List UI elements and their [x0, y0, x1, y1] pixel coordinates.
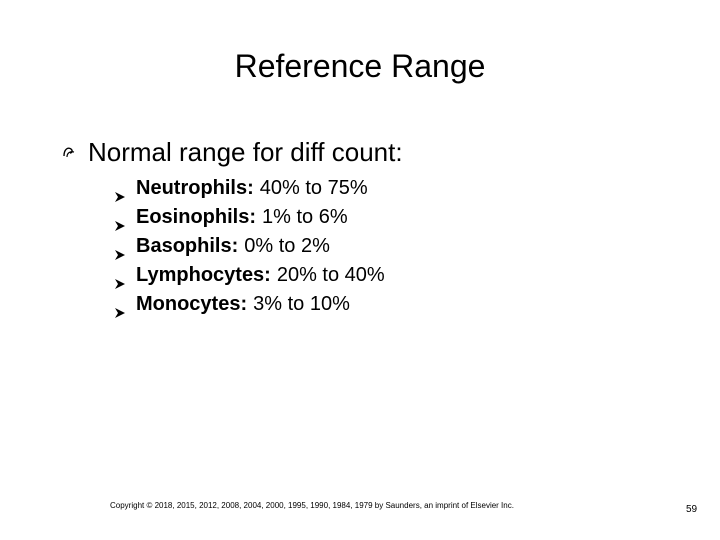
main-bullet-text: Normal range for diff count: — [88, 137, 403, 167]
arrowhead-bullet-icon — [114, 270, 126, 282]
sub-bullet-list — [114, 174, 385, 319]
range-value: 0% to 2% — [244, 235, 330, 257]
copyright-footer: Copyright © 2018, 2015, 2012, 2008, 2004, 2000, 1995, 1990, 1984, 1979 by Saunders, an imprint of Elsevier Inc. — [110, 501, 514, 510]
slide-title: Reference Range — [234, 48, 486, 84]
range-value: 3% to 10% — [253, 293, 350, 315]
list-item — [114, 174, 385, 203]
hook-bullet-icon — [62, 145, 76, 159]
range-value: 20% to 40% — [276, 264, 385, 286]
list-item — [114, 261, 385, 290]
arrowhead-bullet-icon — [114, 241, 126, 253]
cell-type-term: Lymphocytes: — [136, 264, 271, 286]
cell-type-term: Monocytes: — [136, 293, 248, 315]
main-bullet — [62, 136, 403, 168]
arrowhead-bullet-icon — [114, 212, 126, 224]
list-item — [114, 290, 385, 319]
range-value: 40% to 75% — [259, 177, 368, 199]
cell-type-term: Neutrophils: — [136, 177, 254, 199]
list-item — [114, 232, 385, 261]
cell-type-term: Basophils: — [136, 235, 239, 257]
cell-type-term: Eosinophils: — [136, 206, 256, 228]
page-number: 59 — [686, 504, 698, 515]
arrowhead-bullet-icon — [114, 299, 126, 311]
arrowhead-bullet-icon — [114, 183, 126, 195]
range-value: 1% to 6% — [262, 206, 348, 228]
list-item — [114, 203, 385, 232]
